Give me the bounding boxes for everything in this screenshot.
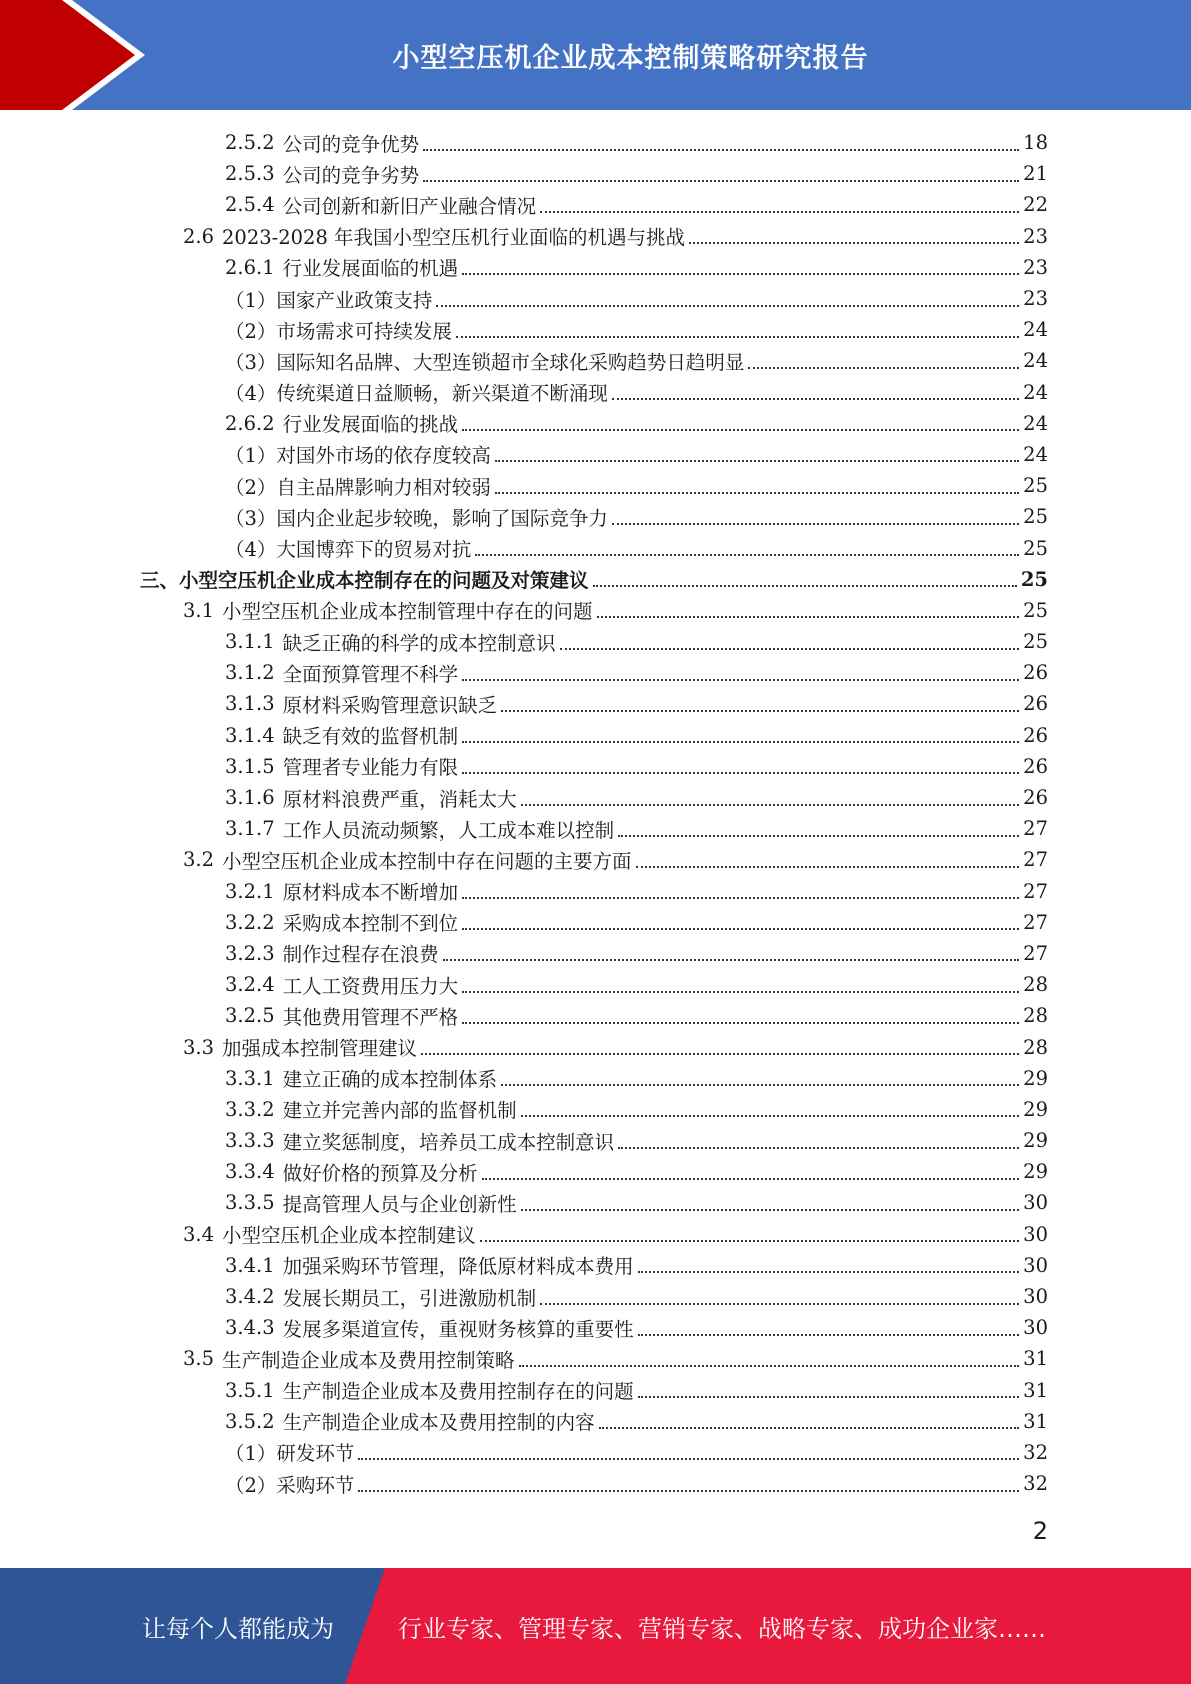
toc-entry-number: 3.3.2 bbox=[225, 1097, 275, 1121]
toc-entry-title: 制作过程存在浪费 bbox=[282, 943, 439, 967]
toc-entry-number: 3.5.2 bbox=[225, 1409, 275, 1433]
toc-entry-page: 28 bbox=[1023, 1035, 1048, 1059]
toc-entry-number: 3.2.2 bbox=[225, 910, 275, 934]
toc-dot-leader bbox=[612, 398, 1019, 400]
toc-dot-leader bbox=[423, 149, 1019, 151]
toc-entry-page: 30 bbox=[1023, 1253, 1048, 1277]
toc-dot-leader bbox=[638, 1396, 1020, 1398]
toc-dot-leader bbox=[462, 928, 1019, 930]
toc-dot-leader bbox=[618, 835, 1019, 837]
toc-entry-number: 2.6.1 bbox=[225, 255, 275, 279]
toc-dot-leader bbox=[423, 180, 1019, 182]
toc-entry[interactable] bbox=[0, 189, 1191, 220]
toc-entry-number: （4） bbox=[225, 538, 277, 562]
toc-entry-title: 缺乏正确的科学的成本控制意识 bbox=[282, 631, 556, 655]
toc-entry[interactable] bbox=[0, 1250, 1191, 1281]
toc-entry-number: 3.1.7 bbox=[225, 817, 275, 841]
toc-entry-title: 小型空压机企业成本控制存在的问题及对策建议 bbox=[179, 569, 589, 593]
toc-entry-number: 3.3.5 bbox=[225, 1191, 275, 1215]
toc-dot-leader bbox=[597, 616, 1020, 618]
toc-entry[interactable] bbox=[0, 1187, 1191, 1218]
toc-dot-leader bbox=[443, 959, 1020, 961]
toc-entry-title: 公司的竞争劣势 bbox=[282, 163, 420, 187]
toc-entry-title: 原材料采购管理意识缺乏 bbox=[282, 693, 498, 717]
toc-entry-title: 建立奖惩制度，培养员工成本控制意识 bbox=[282, 1130, 615, 1154]
toc-dot-leader bbox=[638, 1271, 1020, 1273]
toc-entry-number: 3.3.1 bbox=[225, 1066, 275, 1090]
toc-entry[interactable] bbox=[0, 127, 1191, 158]
toc-dot-leader bbox=[480, 1240, 1020, 1242]
toc-entry[interactable] bbox=[0, 408, 1191, 439]
page-header bbox=[0, 0, 1191, 110]
toc-entry-page: 31 bbox=[1023, 1409, 1048, 1433]
toc-entry-title: 提高管理人员与企业创新性 bbox=[282, 1192, 517, 1216]
toc-entry-title: 行业发展面临的挑战 bbox=[282, 413, 459, 437]
toc-dot-leader bbox=[593, 585, 1017, 587]
toc-dot-leader bbox=[501, 710, 1019, 712]
toc-dot-leader bbox=[599, 1427, 1020, 1429]
toc-dot-leader bbox=[638, 1334, 1020, 1336]
toc-entry-page: 32 bbox=[1023, 1472, 1048, 1496]
toc-entry-page: 28 bbox=[1023, 1004, 1048, 1028]
toc-entry-page: 29 bbox=[1023, 1160, 1048, 1184]
toc-entry-page: 25 bbox=[1020, 567, 1048, 591]
toc-entry[interactable] bbox=[0, 345, 1191, 376]
toc-entry-number: 3.1.6 bbox=[225, 786, 275, 810]
toc-entry[interactable] bbox=[0, 907, 1191, 938]
toc-entry-number: （2） bbox=[225, 319, 277, 343]
toc-entry-number: 3.4 bbox=[183, 1222, 215, 1246]
toc-entry-page: 23 bbox=[1023, 255, 1048, 279]
toc-entry-number: 3.2 bbox=[183, 848, 215, 872]
toc-entry[interactable] bbox=[0, 626, 1191, 657]
toc-entry-title: 国家产业政策支持 bbox=[276, 288, 433, 312]
toc-entry[interactable] bbox=[0, 1031, 1191, 1062]
toc-entry[interactable] bbox=[0, 1312, 1191, 1343]
toc-entry-number: （1） bbox=[225, 444, 277, 468]
toc-entry-title: 国际知名品牌、大型连锁超市全球化采购趋势日趋明显 bbox=[276, 350, 745, 374]
toc-entry[interactable] bbox=[0, 1156, 1191, 1187]
toc-entry-page: 18 bbox=[1023, 131, 1048, 155]
toc-entry-title: 原材料浪费严重，消耗太大 bbox=[282, 787, 517, 811]
toc-entry-page: 24 bbox=[1023, 380, 1048, 404]
toc-entry-number: （3） bbox=[225, 350, 277, 374]
toc-dot-leader bbox=[636, 866, 1020, 868]
toc-entry[interactable] bbox=[0, 377, 1191, 408]
toc-entry[interactable] bbox=[0, 283, 1191, 314]
toc-entry-title: 发展多渠道宣传，重视财务核算的重要性 bbox=[282, 1317, 634, 1341]
toc-entry[interactable] bbox=[0, 221, 1191, 252]
toc-entry-title: 研发环节 bbox=[276, 1442, 355, 1466]
toc-dot-leader bbox=[612, 523, 1019, 525]
toc-entry[interactable] bbox=[0, 813, 1191, 844]
toc-entry[interactable] bbox=[0, 1375, 1191, 1406]
toc-entry-number: 3.5.1 bbox=[225, 1378, 275, 1402]
toc-entry[interactable] bbox=[0, 564, 1191, 595]
toc-entry[interactable] bbox=[0, 938, 1191, 969]
toc-entry[interactable] bbox=[0, 314, 1191, 345]
report-title: 小型空压机企业成本控制策略研究报告 bbox=[392, 42, 869, 74]
page-footer bbox=[0, 1568, 1191, 1684]
chevron-arrow-icon bbox=[0, 0, 160, 110]
toc-dot-leader bbox=[521, 1115, 1020, 1117]
toc-dot-leader bbox=[501, 1084, 1019, 1086]
toc-entry-number: 3.1 bbox=[183, 598, 215, 622]
toc-dot-leader bbox=[462, 273, 1019, 275]
toc-entry[interactable] bbox=[0, 688, 1191, 719]
toc-entry-page: 25 bbox=[1023, 505, 1048, 529]
toc-dot-leader bbox=[495, 460, 1019, 462]
toc-entry-title: 工作人员流动频繁，人工成本难以控制 bbox=[282, 818, 615, 842]
toc-entry[interactable] bbox=[0, 1468, 1191, 1499]
toc-entry[interactable] bbox=[0, 439, 1191, 470]
toc-entry-page: 26 bbox=[1023, 692, 1048, 716]
toc-entry-page: 30 bbox=[1023, 1316, 1048, 1340]
toc-entry-page: 27 bbox=[1023, 848, 1048, 872]
toc-entry-number: 2.5.4 bbox=[225, 193, 275, 217]
toc-entry[interactable] bbox=[0, 1281, 1191, 1312]
toc-entry-page: 25 bbox=[1023, 598, 1048, 622]
toc-dot-leader bbox=[358, 1490, 1019, 1492]
toc-entry-title: 生产制造企业成本及费用控制存在的问题 bbox=[282, 1380, 634, 1404]
toc-entry-number: 3.2.5 bbox=[225, 1004, 275, 1028]
toc-entry-number: 3.2.3 bbox=[225, 941, 275, 965]
toc-entry-title: 公司的竞争优势 bbox=[282, 132, 420, 156]
toc-entry-number: （1） bbox=[225, 1442, 277, 1466]
toc-entry-title: 自主品牌影响力相对较弱 bbox=[276, 475, 491, 499]
toc-entry-number: 3.3 bbox=[183, 1035, 215, 1059]
toc-entry-page: 26 bbox=[1023, 754, 1048, 778]
toc-dot-leader bbox=[540, 1303, 1019, 1305]
toc-entry-title: 采购环节 bbox=[276, 1473, 355, 1497]
toc-entry-page: 30 bbox=[1023, 1222, 1048, 1246]
toc-entry-page: 23 bbox=[1023, 224, 1048, 248]
toc-entry-page: 30 bbox=[1023, 1191, 1048, 1215]
toc-entry-page: 29 bbox=[1023, 1066, 1048, 1090]
toc-entry-title: 生产制造企业成本及费用控制策略 bbox=[222, 1348, 515, 1372]
toc-dot-leader bbox=[748, 367, 1019, 369]
toc-entry-page: 26 bbox=[1023, 661, 1048, 685]
toc-entry-number: 3.1.4 bbox=[225, 723, 275, 747]
toc-entry-title: 小型空压机企业成本控制建议 bbox=[222, 1224, 476, 1248]
footer-slogan-left: 让每个人都能成为 bbox=[142, 1614, 334, 1643]
toc-entry[interactable] bbox=[0, 1125, 1191, 1156]
toc-dot-leader bbox=[495, 492, 1019, 494]
toc-entry-title: 发展长期员工，引进激励机制 bbox=[282, 1286, 537, 1310]
toc-entry-title: 公司创新和新旧产业融合情况 bbox=[282, 194, 537, 218]
toc-entry-number: 3.3.4 bbox=[225, 1160, 275, 1184]
page-number: 2 bbox=[1032, 1517, 1048, 1545]
toc-entry-number: （2） bbox=[225, 475, 277, 499]
toc-entry[interactable] bbox=[0, 1094, 1191, 1125]
toc-entry-page: 25 bbox=[1023, 536, 1048, 560]
toc-entry-title: 采购成本控制不到位 bbox=[282, 912, 459, 936]
toc-entry-number: 2.6 bbox=[183, 224, 215, 248]
toc-entry[interactable] bbox=[0, 532, 1191, 563]
toc-entry-number: 3.2.4 bbox=[225, 973, 275, 997]
toc-entry-page: 21 bbox=[1023, 162, 1048, 186]
toc-dot-leader bbox=[521, 1209, 1020, 1211]
toc-dot-leader bbox=[462, 741, 1019, 743]
toc-entry-number: 3.5 bbox=[183, 1347, 215, 1371]
toc-entry-page: 25 bbox=[1023, 474, 1048, 498]
toc-dot-leader bbox=[358, 1458, 1019, 1460]
toc-entry-title: 传统渠道日益顺畅，新兴渠道不断涌现 bbox=[276, 382, 608, 406]
toc-entry-page: 23 bbox=[1023, 287, 1048, 311]
toc-entry-title: 生产制造企业成本及费用控制的内容 bbox=[282, 1411, 595, 1435]
toc-entry-title: 小型空压机企业成本控制中存在问题的主要方面 bbox=[222, 849, 632, 873]
toc-entry[interactable] bbox=[0, 501, 1191, 532]
toc-entry-page: 29 bbox=[1023, 1129, 1048, 1153]
toc-dot-leader bbox=[482, 1178, 1020, 1180]
toc-entry-page: 30 bbox=[1023, 1285, 1048, 1309]
footer-slogan-right: 行业专家、管理专家、营销专家、战略专家、成功企业家…… bbox=[398, 1614, 1046, 1643]
toc-entry-page: 28 bbox=[1023, 973, 1048, 997]
toc-dot-leader bbox=[618, 1147, 1019, 1149]
toc-entry-title: 其他费用管理不严格 bbox=[282, 1005, 459, 1029]
toc-entry[interactable] bbox=[0, 844, 1191, 875]
toc-dot-leader bbox=[519, 1365, 1020, 1367]
toc-entry-title: 对国外市场的依存度较高 bbox=[276, 444, 491, 468]
toc-entry-page: 29 bbox=[1023, 1097, 1048, 1121]
toc-entry-number: 3.4.3 bbox=[225, 1316, 275, 1340]
toc-dot-leader bbox=[475, 554, 1019, 556]
toc-entry-number: （1） bbox=[225, 288, 277, 312]
toc-entry-title: 做好价格的预算及分析 bbox=[282, 1161, 478, 1185]
toc-dot-leader bbox=[436, 305, 1019, 307]
toc-entry[interactable] bbox=[0, 1437, 1191, 1468]
toc-entry[interactable] bbox=[0, 720, 1191, 751]
toc-entry-number: 3.3.3 bbox=[225, 1129, 275, 1153]
toc-entry-page: 22 bbox=[1023, 193, 1048, 217]
toc-entry-title: 2023-2028 年我国小型空压机行业面临的机遇与挑战 bbox=[222, 226, 686, 250]
toc-entry-number: （4） bbox=[225, 382, 277, 406]
toc-entry[interactable] bbox=[0, 1063, 1191, 1094]
toc-entry-number: 3.2.1 bbox=[225, 879, 275, 903]
toc-dot-leader bbox=[540, 211, 1019, 213]
toc-entry-number: 3.4.2 bbox=[225, 1285, 275, 1309]
toc-entry-title: 工人工资费用压力大 bbox=[282, 974, 459, 998]
toc-entry-title: 加强成本控制管理建议 bbox=[222, 1037, 418, 1061]
toc-entry-title: 行业发展面临的机遇 bbox=[282, 257, 459, 281]
toc-entry-title: 管理者专业能力有限 bbox=[282, 756, 459, 780]
toc-entry-number: （3） bbox=[225, 506, 277, 530]
toc-entry-title: 缺乏有效的监督机制 bbox=[282, 725, 459, 749]
toc-entry[interactable] bbox=[0, 252, 1191, 283]
toc-dot-leader bbox=[456, 336, 1019, 338]
toc-dot-leader bbox=[462, 429, 1019, 431]
toc-entry-title: 原材料成本不断增加 bbox=[282, 881, 459, 905]
toc-entry-page: 26 bbox=[1023, 723, 1048, 747]
toc-entry-title: 小型空压机企业成本控制管理中存在的问题 bbox=[222, 600, 593, 624]
toc-entry-page: 27 bbox=[1023, 910, 1048, 934]
toc-dot-leader bbox=[462, 772, 1019, 774]
toc-entry-page: 31 bbox=[1023, 1378, 1048, 1402]
toc-entry-page: 27 bbox=[1023, 817, 1048, 841]
toc-entry-page: 24 bbox=[1023, 349, 1048, 373]
toc-entry[interactable] bbox=[0, 1219, 1191, 1250]
toc-entry-page: 24 bbox=[1023, 442, 1048, 466]
toc-entry-page: 27 bbox=[1023, 879, 1048, 903]
toc-entry-number: 3.1.5 bbox=[225, 754, 275, 778]
toc-entry[interactable] bbox=[0, 751, 1191, 782]
toc-entry-number: 三、 bbox=[140, 569, 180, 593]
toc-entry[interactable] bbox=[0, 470, 1191, 501]
toc-entry-number: 3.4.1 bbox=[225, 1253, 275, 1277]
toc-entry-title: 加强采购环节管理，降低原材料成本费用 bbox=[282, 1255, 634, 1279]
toc-entry-page: 25 bbox=[1023, 630, 1048, 654]
toc-entry-title: 国内企业起步较晚，影响了国际竞争力 bbox=[276, 506, 608, 530]
toc-entry-number: （2） bbox=[225, 1473, 277, 1497]
toc-entry-title: 建立并完善内部的监督机制 bbox=[282, 1099, 517, 1123]
toc-entry[interactable] bbox=[0, 782, 1191, 813]
toc-entry-number: 2.5.2 bbox=[225, 131, 275, 155]
toc-entry-title: 建立正确的成本控制体系 bbox=[282, 1068, 498, 1092]
toc-dot-leader bbox=[560, 648, 1020, 650]
toc-entry-page: 32 bbox=[1023, 1440, 1048, 1464]
toc-entry[interactable] bbox=[0, 595, 1191, 626]
toc-entry-page: 27 bbox=[1023, 941, 1048, 965]
toc-entry-number: 3.1.3 bbox=[225, 692, 275, 716]
toc-entry-page: 24 bbox=[1023, 411, 1048, 435]
table-of-contents bbox=[0, 127, 1191, 1499]
toc-entry-number: 3.1.1 bbox=[225, 630, 275, 654]
toc-entry[interactable] bbox=[0, 876, 1191, 907]
toc-entry[interactable] bbox=[0, 657, 1191, 688]
toc-dot-leader bbox=[462, 679, 1019, 681]
toc-dot-leader bbox=[462, 991, 1019, 993]
toc-entry-title: 市场需求可持续发展 bbox=[276, 319, 452, 343]
toc-dot-leader bbox=[462, 897, 1019, 899]
toc-dot-leader bbox=[521, 804, 1020, 806]
toc-entry-page: 26 bbox=[1023, 786, 1048, 810]
toc-entry[interactable] bbox=[0, 1406, 1191, 1437]
toc-entry[interactable] bbox=[0, 158, 1191, 189]
toc-dot-leader bbox=[689, 242, 1019, 244]
toc-entry-number: 3.1.2 bbox=[225, 661, 275, 685]
toc-entry[interactable] bbox=[0, 969, 1191, 1000]
toc-entry[interactable] bbox=[0, 1000, 1191, 1031]
toc-entry-title: 全面预算管理不科学 bbox=[282, 662, 459, 686]
toc-dot-leader bbox=[462, 1022, 1019, 1024]
toc-entry-page: 31 bbox=[1023, 1347, 1048, 1371]
toc-entry[interactable] bbox=[0, 1343, 1191, 1374]
toc-entry-page: 24 bbox=[1023, 318, 1048, 342]
toc-entry-title: 大国博弈下的贸易对抗 bbox=[276, 538, 472, 562]
toc-entry-number: 2.5.3 bbox=[225, 162, 275, 186]
toc-entry-number: 2.6.2 bbox=[225, 411, 275, 435]
toc-dot-leader bbox=[421, 1053, 1019, 1055]
